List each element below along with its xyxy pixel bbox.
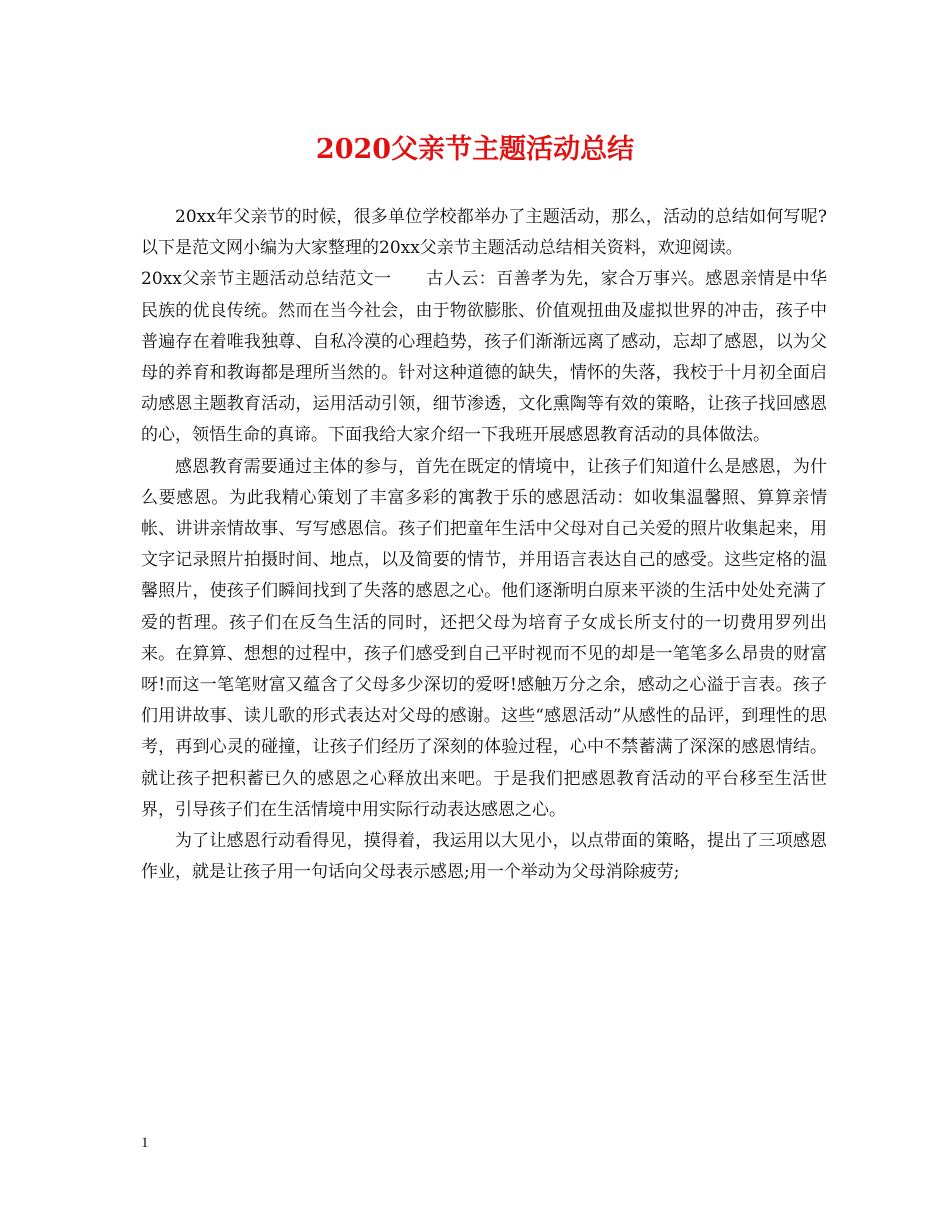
intro-paragraph: 20xx年父亲节的时候，很多单位学校都举办了主题活动，那么，活动的总结如何写呢?以下是范文网小编为大家整理的20xx父亲节主题活动总结相关资料，欢迎阅读。 (141, 207, 827, 259)
page-number: 1 (141, 1135, 149, 1151)
gratitude-activities-paragraph: 感恩教育需要通过主体的参与，首先在既定的情境中，让孩子们知道什么是感恩，为什么要感恩。为此我精心策划了丰富多彩的寓教于乐的感恩活动：如收集温馨照、算算亲情帐、讲讲亲情故事、写写感恩信。孩子们把童年生活中父母对自己关爱的照片收集起来，用文字记录照片拍摄时间、地点，以及简要的情节，并用语言表达自己的感受。这些定格的温馨照片，使孩子们瞬间找到了失落的感恩之心。他们逐渐明白原来平淡的生活中处处充满了爱的哲理。孩子们在反刍生活的同时，还把父母为培育子女成长所支付的一切费用罗列出来。在算算、想想的过程中，孩子们感受到自己平时视而不见的却是一笔笔多么昂贵的财富呀!而这一笔笔财富又蕴含了父母多少深切的爱呀!感触万分之余，感动之心溢于言表。孩子们用讲故事、读儿歌的形式表达对父母的感谢。这些“感恩活动”从感性的品评，到理性的思考，再到心灵的碰撞，让孩子们经历了深刻的体验过程，心中不禁蓄满了深深的感恩情结。就让孩子把积蓄已久的感恩之心释放出来吧。于是我们把感恩教育活动的平台移至生活世界，引导孩子们在生活情境中用实际行动表达感恩之心。 (141, 456, 827, 820)
document-body (141, 202, 827, 888)
gratitude-homework-paragraph: 为了让感恩行动看得见，摸得着，我运用以大见小，以点带面的策略，提出了三项感恩作业，就是让孩子用一句话向父母表示感恩;用一个举动为父母消除疲劳; (141, 831, 827, 883)
document-title: 2020父亲节主题活动总结 (315, 134, 635, 165)
sample-one-paragraph: 20xx父亲节主题活动总结范文一 古人云：百善孝为先，家合万事兴。感恩亲情是中华民族的优良传统。然而在当今社会，由于物欲膨胀、价值观扭曲及虚拟世界的冲击，孩子中普遍存在着唯我独尊、自私冷漠的心理趋势，孩子们渐渐远离了感动，忘却了感恩，以为父母的养育和教诲都是理所当然的。针对这种道德的缺失，情怀的失落，我校于十月初全面启动感恩主题教育活动，运用活动引领，细节渗透，文化熏陶等有效的策略，让孩子找回感恩的心，领悟生命的真谛。下面我给大家介绍一下我班开展感恩教育活动的具体做法。 (141, 269, 827, 446)
